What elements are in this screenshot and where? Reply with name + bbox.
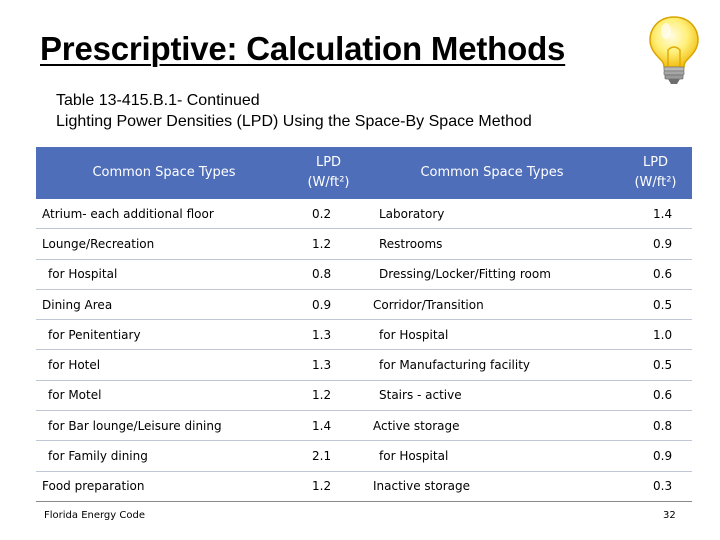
table-caption: Table 13-415.B.1- Continued	[56, 92, 260, 109]
table-row	[36, 259, 692, 289]
lightbulb-icon	[646, 14, 702, 86]
left-space-type: Food preparation	[36, 471, 292, 501]
left-space-type: Atrium- each additional floor	[36, 199, 292, 229]
left-lpd-value: 0.9	[312, 297, 332, 312]
right-lpd-value: 0.5	[653, 358, 673, 373]
right-space-type: for Hospital	[365, 320, 619, 350]
left-space-type: for Motel	[36, 380, 292, 410]
right-space-type: Inactive storage	[365, 471, 619, 501]
footer-source: Florida Energy Code	[44, 510, 145, 521]
header-lpd-unit: (W/ft²)	[634, 175, 677, 190]
header-lpd-label: LPD	[315, 155, 342, 170]
left-space-type: for Family dining	[36, 441, 292, 471]
right-lpd-value: 1.0	[653, 327, 673, 342]
header-space-types-left: Common Space Types	[36, 147, 292, 199]
right-lpd-value: 0.9	[653, 449, 673, 464]
left-lpd-value: 1.2	[312, 236, 332, 251]
page-number: 32	[663, 510, 676, 521]
right-space-type: for Manufacturing facility	[365, 350, 619, 380]
right-lpd-value: 1.4	[653, 206, 673, 221]
right-space-type: Corridor/Transition	[365, 289, 619, 319]
table-row	[36, 411, 692, 441]
left-lpd-value: 2.1	[312, 449, 332, 464]
right-lpd-value: 0.9	[653, 236, 673, 251]
left-lpd-value: 1.3	[312, 327, 332, 342]
right-lpd-value: 0.6	[653, 267, 673, 282]
table-row	[36, 350, 692, 380]
table-header-row	[36, 147, 692, 199]
right-lpd-value: 0.5	[653, 297, 673, 312]
table-description: Lighting Power Densities (LPD) Using the Space-By Space Method	[56, 113, 532, 130]
right-space-type: Active storage	[365, 411, 619, 441]
left-lpd-value: 1.2	[312, 388, 332, 403]
left-space-type: for Penitentiary	[36, 320, 292, 350]
table-row	[36, 289, 692, 319]
slide-title: Prescriptive: Calculation Methods	[40, 30, 566, 67]
table-row	[36, 441, 692, 471]
right-space-type: Laboratory	[365, 199, 619, 229]
table-row	[36, 380, 692, 410]
left-lpd-value: 1.2	[312, 479, 332, 494]
table-row	[36, 199, 692, 229]
left-lpd-value: 0.8	[312, 267, 332, 282]
right-space-type: Stairs - active	[365, 380, 619, 410]
right-lpd-value: 0.6	[653, 388, 673, 403]
right-lpd-value: 0.8	[653, 418, 673, 433]
header-space-types-right: Common Space Types	[365, 147, 619, 199]
left-lpd-value: 1.4	[312, 418, 332, 433]
header-lpd-left	[292, 147, 365, 199]
lpd-table	[36, 147, 692, 502]
left-space-type: Lounge/Recreation	[36, 229, 292, 259]
table-row	[36, 320, 692, 350]
left-lpd-value: 0.2	[312, 206, 332, 221]
left-space-type: for Bar lounge/Leisure dining	[36, 411, 292, 441]
right-space-type: Dressing/Locker/Fitting room	[365, 259, 619, 289]
left-space-type: for Hotel	[36, 350, 292, 380]
header-lpd-right	[619, 147, 692, 199]
header-lpd-unit: (W/ft²)	[307, 175, 350, 190]
header-lpd-label: LPD	[642, 155, 669, 170]
table-row	[36, 471, 692, 501]
right-space-type: Restrooms	[365, 229, 619, 259]
right-space-type: for Hospital	[365, 441, 619, 471]
table-row	[36, 229, 692, 259]
left-lpd-value: 1.3	[312, 358, 332, 373]
left-space-type: Dining Area	[36, 289, 292, 319]
right-lpd-value: 0.3	[653, 479, 673, 494]
left-space-type: for Hospital	[36, 259, 292, 289]
